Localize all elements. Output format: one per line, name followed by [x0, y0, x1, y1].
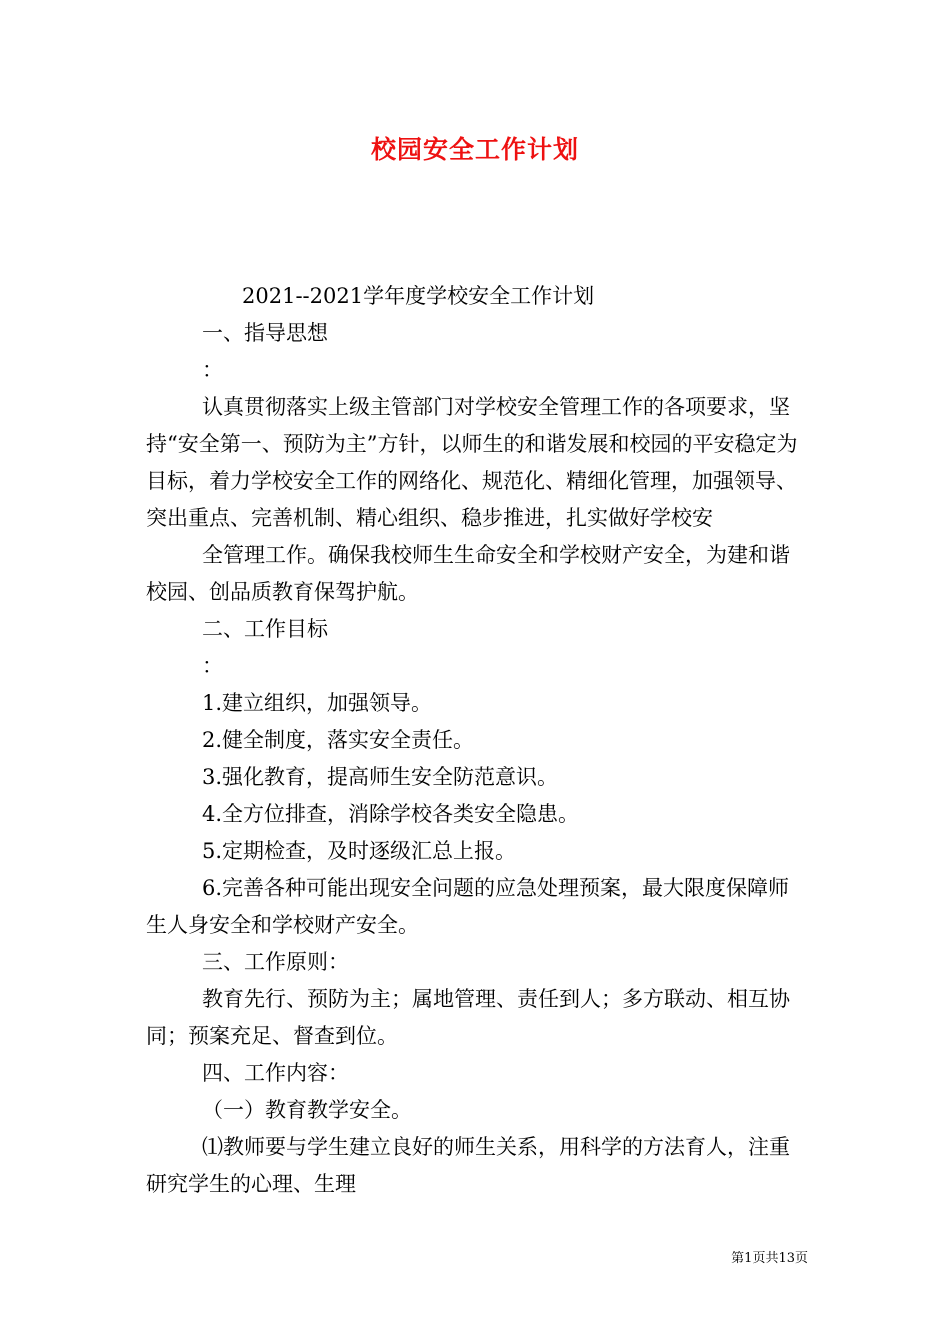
list-item: 5.定期检查，及时逐级汇总上报。 — [202, 839, 517, 863]
paragraph: 认真贯彻落实上级主管部门对学校安全管理工作的各项要求，坚持“安全第一、预防为主”方针，以师生的和谐发展和校园的平安稳定为目标，着力学校安全工作的网络化、规范化、精细化管理，加强领导、突出重点、完善机制、精心组织、稳步推进，扎实做好学校安 — [146, 395, 798, 530]
plan-heading: 2021--2021学年度学校安全工作计划 — [242, 284, 595, 308]
list-item: 1.建立组织，加强领导。 — [202, 691, 433, 715]
subsection-heading: （一）教育教学安全。 — [202, 1098, 412, 1122]
section-heading-work-principles: 三、工作原则： — [202, 950, 349, 974]
section-heading-guiding-ideology: 一、指导思想 — [202, 321, 328, 345]
colon-line: ： — [202, 654, 223, 678]
list-item: 2.健全制度，落实安全责任。 — [202, 728, 475, 752]
list-item: 6.完善各种可能出现安全问题的应急处理预案，最大限度保障师生人身安全和学校财产安全。 — [146, 876, 790, 937]
page-number: 第1页共13页 — [731, 1251, 808, 1266]
list-item: 4.全方位排查，消除学校各类安全隐患。 — [202, 802, 580, 826]
paragraph: 教育先行、预防为主；属地管理、责任到人；多方联动、相互协同；预案充足、督查到位。 — [146, 987, 790, 1048]
section-heading-work-content: 四、工作内容： — [202, 1061, 349, 1085]
colon-line: ： — [202, 358, 223, 382]
paragraph: 全管理工作。确保我校师生生命安全和学校财产安全，为建和谐校园、创品质教育保驾护航。 — [146, 543, 790, 604]
section-heading-work-goals: 二、工作目标 — [202, 617, 328, 641]
document-title: 校园安全工作计划 — [370, 135, 579, 164]
paragraph: ⑴教师要与学生建立良好的师生关系，用科学的方法育人，注重研究学生的心理、生理 — [146, 1135, 790, 1196]
document-body — [146, 278, 810, 1203]
list-item: 3.强化教育，提高师生安全防范意识。 — [202, 765, 559, 789]
